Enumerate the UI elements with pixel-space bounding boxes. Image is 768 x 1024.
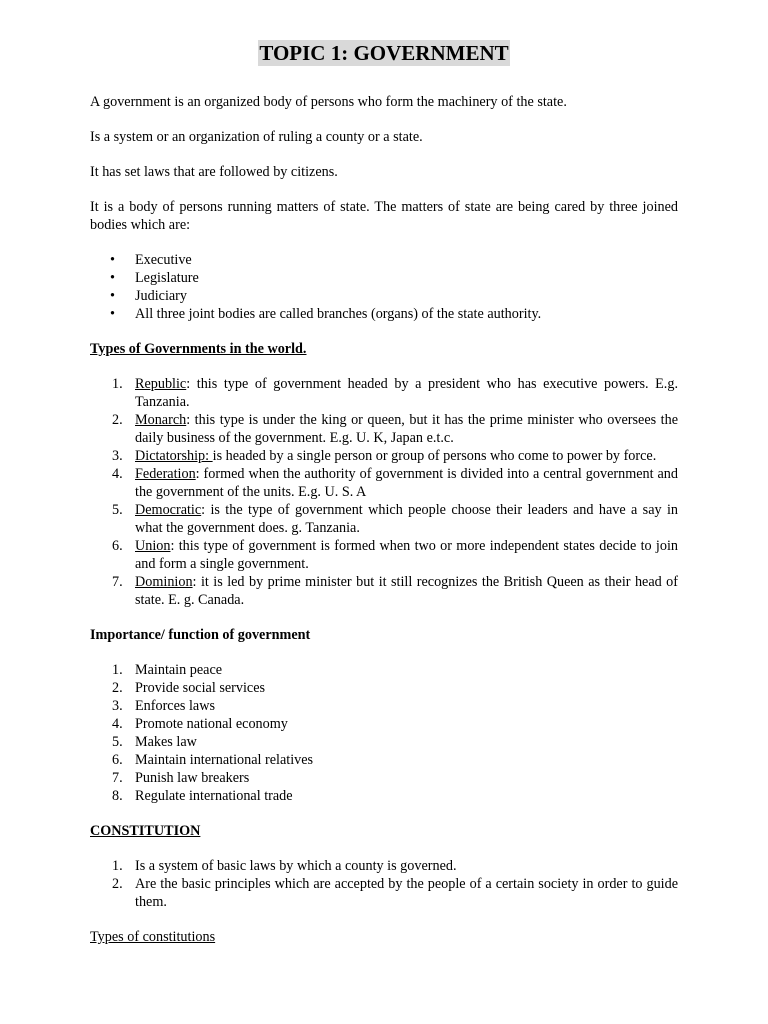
government-types-list [90,375,678,609]
item-term: Democratic [135,502,202,518]
title-block [90,40,678,66]
item-text: : is the type of government which people choose their leaders and have a say in what the government does. g. Tanzania. [135,502,678,536]
list-item [90,375,678,411]
list-item [90,537,678,573]
item-number: 1. [112,858,123,874]
item-text: : formed when the authority of government is divided into a central government and the government of the units. E.g. U. S. A [135,466,678,500]
item-number: 4. [112,716,123,732]
list-item [90,661,678,679]
item-text: : this type of government is formed when two or more independent states decide to join and form a single government. [135,538,678,572]
item-number: 6. [112,538,123,554]
item-text: : this type of government headed by a president who has executive powers. E.g. Tanzania. [135,376,678,410]
item-text: Provide social services [135,680,266,696]
item-number: 5. [112,734,123,750]
list-item [90,857,678,875]
list-item [90,751,678,769]
constitution-heading: CONSTITUTION [90,823,201,839]
list-item [90,679,678,697]
item-number: 3. [112,448,123,464]
item-text: Are the basic principles which are accepted by the people of a certain society in order to guide them. [135,876,678,910]
item-text: Promote national economy [135,716,288,732]
document-page [90,40,678,946]
item-text: Maintain peace [135,662,223,678]
constitution-types-heading: Types of constitutions [90,929,216,945]
item-number: 8. [112,788,123,804]
list-item: • All three joint bodies are called branches (organs) of the state authority. [90,305,678,323]
bodies-list [90,251,678,323]
list-item [90,501,678,537]
item-number: 4. [112,466,123,482]
list-item [90,447,678,465]
item-term: Federation [135,466,196,482]
item-text: Is a system of basic laws by which a county is governed. [135,858,457,874]
list-item: • Executive [90,251,678,269]
list-item [90,465,678,501]
page-title: TOPIC 1: GOVERNMENT [259,41,509,65]
item-number: 3. [112,698,123,714]
definition-paragraph: It has set laws that are followed by citizens. [90,164,338,180]
item-number: 7. [112,770,123,786]
list-item: • Legislature [90,269,678,287]
item-number: 1. [112,376,123,392]
list-item [90,715,678,733]
constitution-list [90,857,678,911]
item-number: 5. [112,502,123,518]
definition-paragraph: It is a body of persons running matters of state. The matters of state are being cared by three joined bodies which are: [90,199,678,233]
definition-paragraph: Is a system or an organization of ruling a county or a state. [90,129,423,145]
item-term: Republic [135,376,187,392]
item-number: 6. [112,752,123,768]
item-term: Dictatorship: [135,448,213,464]
item-number: 2. [112,412,123,428]
list-item [90,769,678,787]
item-text: Enforces laws [135,698,215,714]
types-heading: Types of Governments in the world. [90,341,307,357]
list-item: • Judiciary [90,287,678,305]
item-number: 1. [112,662,123,678]
item-term: Dominion [135,574,193,590]
item-term: Union [135,538,171,554]
item-term: Monarch [135,412,187,428]
functions-heading: Importance/ function of government [90,627,311,643]
list-item [90,875,678,911]
item-number: 2. [112,680,123,696]
item-text: : this type is under the king or queen, but it has the prime minister who oversees the daily business of the government. E.g. U. K, Japan e.t.c. [135,412,678,446]
item-text: is headed by a single person or group of persons who come to power by force. [212,448,657,464]
item-text: Makes law [135,734,197,750]
list-item [90,411,678,447]
list-item [90,733,678,751]
item-text: Punish law breakers [135,770,250,786]
definition-paragraph: A government is an organized body of persons who form the machinery of the state. [90,94,567,110]
list-item [90,573,678,609]
item-number: 7. [112,574,123,590]
functions-list [90,661,678,805]
item-text: Maintain international relatives [135,752,314,768]
item-number: 2. [112,876,123,892]
list-item [90,697,678,715]
list-item [90,787,678,805]
item-text: : it is led by prime minister but it still recognizes the British Queen as their head of state. E. g. Canada. [135,574,678,608]
item-text: Regulate international trade [135,788,293,804]
